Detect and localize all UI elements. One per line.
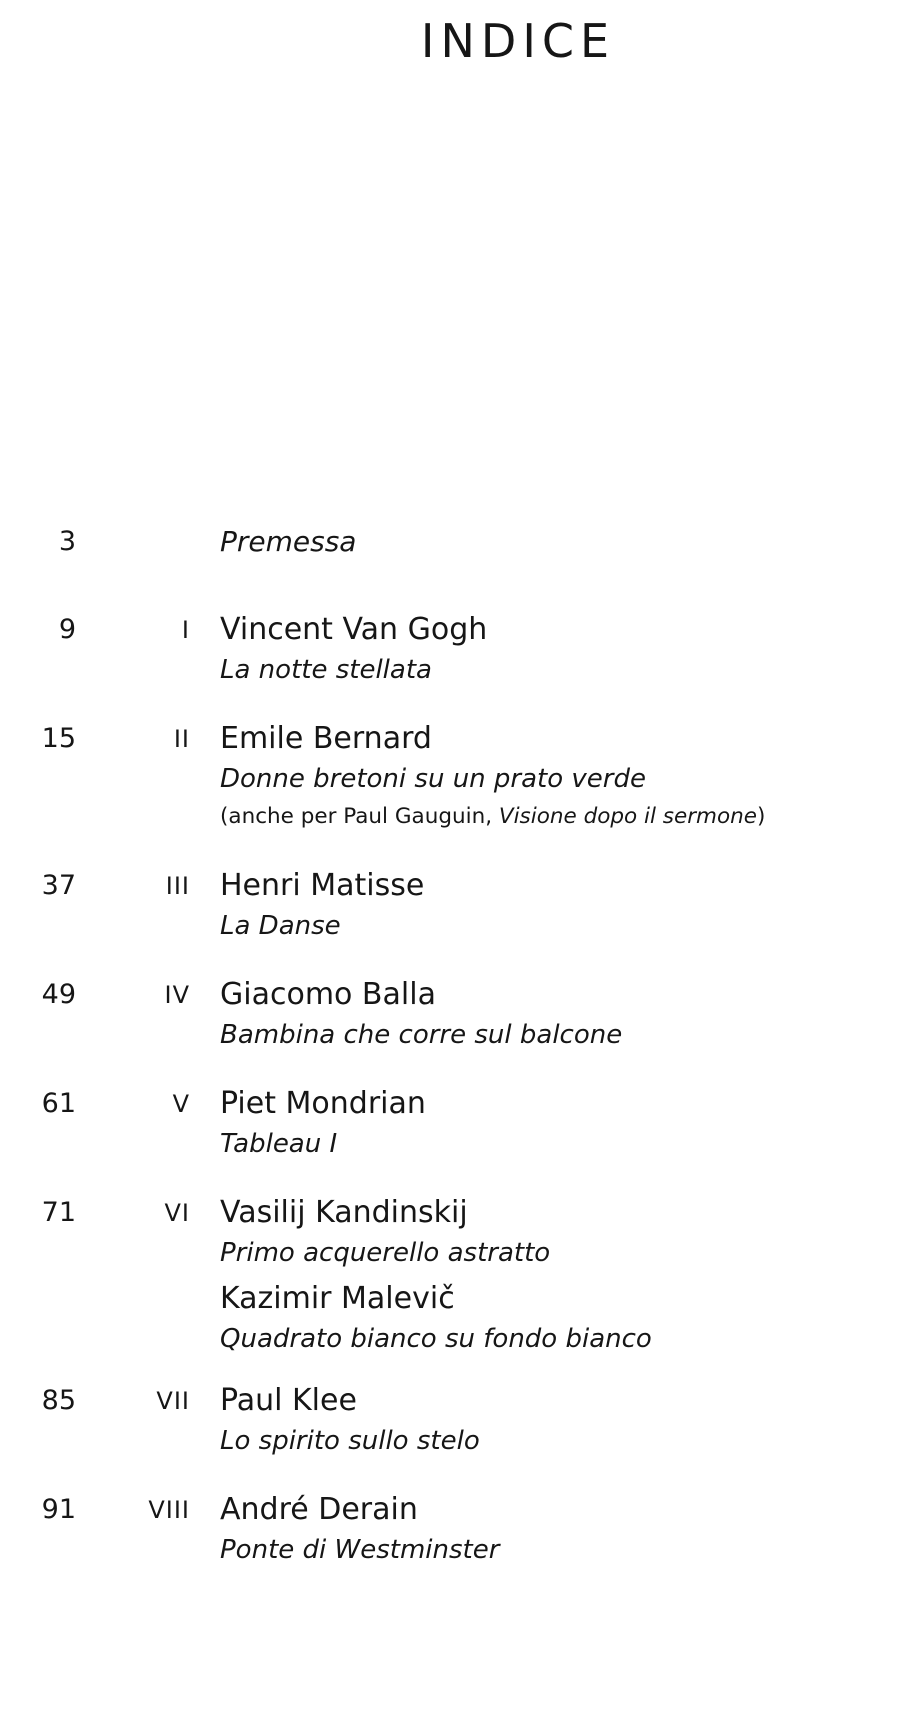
page-number: 3 [58,526,76,557]
toc-entry[interactable] [0,1381,906,1501]
author-name: Giacomo Balla [220,977,436,1012]
author-name: Piet Mondrian [220,1086,426,1121]
page-number: 71 [41,1197,76,1228]
page-number: 85 [41,1385,76,1416]
author-name: Henri Matisse [220,868,425,903]
toc-entry[interactable] [0,975,906,1095]
chapter-numeral: VII [156,1387,190,1415]
page-number: 91 [41,1494,76,1525]
toc-entry[interactable] [0,1084,906,1204]
entry-label: Premessa [220,525,357,558]
work-title: La notte stellata [220,655,432,685]
author-name: Vasilij Kandinskij [220,1195,468,1230]
page-number: 61 [41,1088,76,1119]
author-name-secondary: Kazimir Malevič [220,1281,455,1316]
toc-entry[interactable] [0,1490,906,1590]
chapter-numeral: II [173,725,190,753]
chapter-numeral: VIII [148,1496,190,1524]
page-title: INDICE [420,14,616,68]
note-suffix: ) [757,804,766,829]
chapter-numeral: I [181,616,190,644]
note-prefix: (anche per Paul Gauguin, [220,804,499,829]
page-number: 9 [58,614,76,645]
page-number: 15 [41,723,76,754]
chapter-numeral: VI [164,1199,190,1227]
author-name: André Derain [220,1492,418,1527]
work-title: Bambina che corre sul balcone [220,1020,623,1050]
work-title: Lo spirito sullo stelo [220,1426,480,1456]
toc-entry[interactable] [0,719,906,849]
author-name: Vincent Van Gogh [220,612,488,647]
chapter-numeral: III [165,872,190,900]
work-title: Primo acquerello astratto [220,1238,551,1268]
author-name: Emile Bernard [220,721,432,756]
work-title: Tableau I [220,1129,338,1159]
work-title: Ponte di Westminster [220,1535,500,1565]
page-number: 49 [41,979,76,1010]
work-title-secondary: Quadrato bianco su fondo bianco [220,1324,652,1354]
chapter-numeral: IV [164,981,190,1009]
work-title: Donne bretoni su un prato verde [220,764,646,794]
work-title: La Danse [220,911,341,941]
toc-entry[interactable] [0,866,906,986]
chapter-numeral: V [172,1090,190,1118]
entry-note [220,799,906,835]
page-number: 37 [41,870,76,901]
note-work-title: Visione dopo il sermone [498,804,758,829]
toc-entry[interactable] [0,610,906,730]
toc-entry[interactable] [0,1193,906,1368]
author-name: Paul Klee [220,1383,357,1418]
